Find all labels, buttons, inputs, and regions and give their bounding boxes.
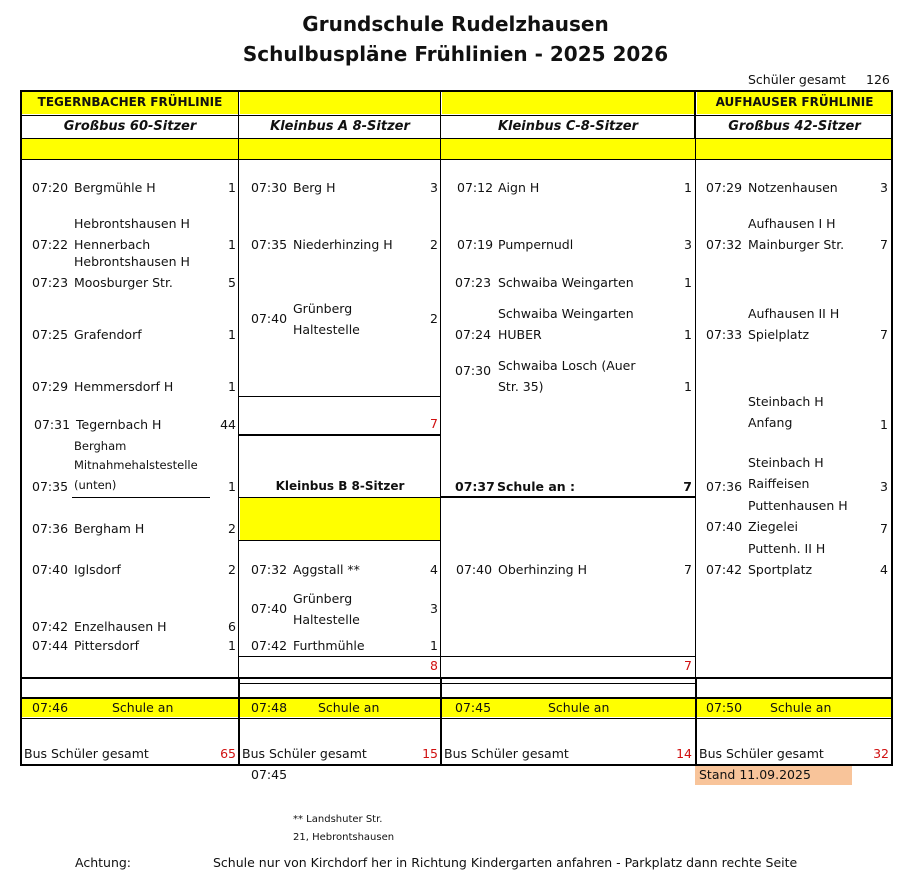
line-aufhausen: AUFHAUSER FRÜHLINIE [715, 95, 874, 109]
stop-name: Enzelhausen H [74, 619, 167, 634]
stop-count: 1 [684, 180, 692, 195]
stop-count: 1 [684, 275, 692, 290]
total-value: 126 [866, 72, 890, 87]
stop-name: Bergham H [74, 521, 145, 536]
stop-time: 07:40 [251, 601, 288, 616]
col2b-header: Kleinbus B 8-Sitzer [275, 479, 405, 493]
stop-name: Pittersdorf [74, 638, 140, 653]
stop-count: 3 [430, 180, 438, 195]
stop-name: Hemmersdorf H [74, 379, 174, 394]
bus-total-label: Bus Schüler gesamt [699, 746, 824, 761]
bus-total-label: Bus Schüler gesamt [24, 746, 149, 761]
total-label: Schüler gesamt [748, 72, 846, 87]
stop-count: 1 [228, 638, 236, 653]
stop-name: Str. 35) [498, 379, 544, 394]
stop-name: Haltestelle [293, 322, 360, 337]
bus-total-c4: 32 [873, 746, 889, 761]
stop-time: 07:22 [32, 237, 69, 252]
stop-count: 1 [228, 379, 236, 394]
stop-time: 07:42 [706, 562, 743, 577]
stop-name: Iglsdorf [74, 562, 121, 577]
stop-name: Grünberg [293, 591, 353, 606]
stop-count: 7 [684, 562, 692, 577]
stop-name: Bergham [74, 439, 127, 453]
arrival-time-c2: 07:48 [251, 700, 288, 715]
stop-time: 07:42 [251, 638, 288, 653]
stop-name: Tegernbach H [76, 417, 162, 432]
stop-name: Schwaiba Losch (Auer [498, 358, 636, 373]
stop-count: 2 [430, 311, 438, 326]
stop-name: Hebrontshausen H [74, 216, 190, 231]
stop-name: Hebrontshausen H [74, 254, 190, 269]
stop-name: Notzenhausen [748, 180, 838, 195]
footnote: ** Landshuter Str. [293, 814, 383, 825]
extra-time: 07:45 [251, 767, 288, 782]
stop-name: Ziegelei [748, 519, 798, 534]
col3-header: Kleinbus C-8-Sitzer [497, 119, 639, 134]
stop-count: 1 [880, 417, 888, 432]
col1-header: Großbus 60-Sitzer [63, 119, 197, 134]
stop-count: 1 [228, 180, 236, 195]
stop-name: Grafendorf [74, 327, 142, 342]
page-subtitle: Schulbuspläne Frühlinien - 2025 2026 [242, 42, 669, 66]
arrival-label-c2: Schule an [318, 700, 380, 715]
arrival-time-c4: 07:50 [706, 700, 743, 715]
stop-name: Furthmühle [293, 638, 365, 653]
stop-count: 1 [684, 379, 692, 394]
stop-count: 7 [880, 327, 888, 342]
line-tegernbach: TEGERNBACHER FRÜHLINIE [37, 95, 223, 109]
stop-name: Aufhausen I H [748, 216, 836, 231]
arrival-label-c3: Schule an [548, 700, 610, 715]
arrival-time: 07:37 [455, 479, 495, 494]
stop-time: 07:36 [706, 479, 743, 494]
bus-total-c1: 65 [220, 746, 236, 761]
stop-count: 2 [430, 237, 438, 252]
stop-count: 3 [430, 601, 438, 616]
stop-time: 07:29 [706, 180, 743, 195]
stop-time: 07:40 [456, 562, 493, 577]
arrival-label-c1: Schule an [112, 700, 174, 715]
stop-time: 07:12 [457, 180, 494, 195]
stop-time: 07:25 [32, 327, 69, 342]
stop-name: Mainburger Str. [748, 237, 845, 252]
stop-time: 07:40 [251, 311, 288, 326]
stop-name: Puttenh. II H [748, 541, 826, 556]
stop-name: Steinbach H [748, 394, 824, 409]
stop-time: 07:19 [457, 237, 494, 252]
col2-header: Kleinbus A 8-Sitzer [270, 119, 410, 134]
stop-name: Niederhinzing H [293, 237, 393, 252]
bus-total-label: Bus Schüler gesamt [444, 746, 569, 761]
stop-time: 07:23 [32, 275, 69, 290]
stop-name: Aufhausen II H [748, 306, 840, 321]
stop-count: 2 [228, 521, 236, 536]
stop-time: 07:31 [34, 417, 71, 432]
stop-name: Oberhinzing H [498, 562, 587, 577]
stop-time: 07:24 [455, 327, 492, 342]
stop-name: Haltestelle [293, 612, 360, 627]
stop-time: 07:36 [32, 521, 69, 536]
stop-time: 07:23 [455, 275, 492, 290]
stop-time: 07:33 [706, 327, 743, 342]
arrival-count: 7 [683, 479, 692, 494]
stop-name: Schwaiba Weingarten [498, 275, 634, 290]
stop-name: HUBER [498, 327, 542, 342]
stop-name: Pumpernudl [498, 237, 574, 252]
col4-header: Großbus 42-Sitzer [728, 119, 861, 134]
stop-count: 3 [684, 237, 692, 252]
stop-count: 1 [228, 237, 236, 252]
stop-count: 5 [228, 275, 236, 290]
stop-count: 7 [880, 521, 888, 536]
stop-count: 4 [430, 562, 438, 577]
stop-name: Moosburger Str. [74, 275, 173, 290]
stop-count: 6 [228, 619, 236, 634]
stop-name: Puttenhausen H [748, 498, 848, 513]
stop-count: 44 [220, 417, 236, 432]
stop-time: 07:29 [32, 379, 69, 394]
notice-text: Schule nur von Kirchdorf her in Richtung Kindergarten anfahren - Parkplatz dann rechte Seite [213, 855, 798, 870]
stop-name: Schwaiba Weingarten [498, 306, 634, 321]
bus-total-c2: 15 [422, 746, 438, 761]
bus-a-sum: 7 [430, 416, 438, 431]
stop-time: 07:40 [32, 562, 69, 577]
stop-count: 1 [228, 327, 236, 342]
stop-count: 1 [228, 479, 236, 494]
page-title: Grundschule Rudelzhausen [302, 12, 609, 36]
footnote: 21, Hebrontshausen [293, 832, 395, 843]
stop-name: Berg H [293, 180, 336, 195]
stop-name: Mitnahmehalstestelle [74, 458, 198, 472]
stop-time: 07:44 [32, 638, 69, 653]
arrival-time-c3: 07:45 [455, 700, 492, 715]
bus-b-sum: 8 [430, 658, 438, 673]
stop-count: 3 [880, 479, 888, 494]
stop-name: Grünberg [293, 301, 353, 316]
stop-time: 07:35 [32, 479, 69, 494]
stop-time: 07:30 [455, 363, 492, 378]
stop-time: 07:20 [32, 180, 69, 195]
arrival-label: Schule an : [497, 479, 576, 494]
stop-time: 07:32 [706, 237, 743, 252]
stop-count: 1 [684, 327, 692, 342]
stop-name: (unten) [74, 478, 117, 492]
stop-count: 2 [228, 562, 236, 577]
stop-name: Anfang [748, 415, 793, 430]
stop-time: 07:32 [251, 562, 288, 577]
arrival-time-c1: 07:46 [32, 700, 69, 715]
stop-name: Hennerbach [74, 237, 151, 252]
bus-c-sum: 7 [684, 658, 692, 673]
bus-total-c3: 14 [676, 746, 692, 761]
stop-time: 07:40 [706, 519, 743, 534]
stop-name: Aggstall ** [293, 562, 360, 577]
stop-name: Aign H [498, 180, 540, 195]
stop-name: Raiffeisen [748, 476, 810, 491]
stop-name: Spielplatz [748, 327, 810, 342]
notice-label: Achtung: [75, 855, 132, 870]
stop-count: 7 [880, 237, 888, 252]
stop-count: 3 [880, 180, 888, 195]
stop-time: 07:30 [251, 180, 288, 195]
stop-name: Steinbach H [748, 455, 824, 470]
stand-date: Stand 11.09.2025 [699, 767, 811, 782]
stop-name: Bergmühle H [74, 180, 156, 195]
stop-count: 1 [430, 638, 438, 653]
stop-name: Sportplatz [748, 562, 813, 577]
stop-time: 07:35 [251, 237, 288, 252]
stop-count: 4 [880, 562, 888, 577]
bus-total-label: Bus Schüler gesamt [242, 746, 367, 761]
stop-time: 07:42 [32, 619, 69, 634]
arrival-label-c4: Schule an [770, 700, 832, 715]
